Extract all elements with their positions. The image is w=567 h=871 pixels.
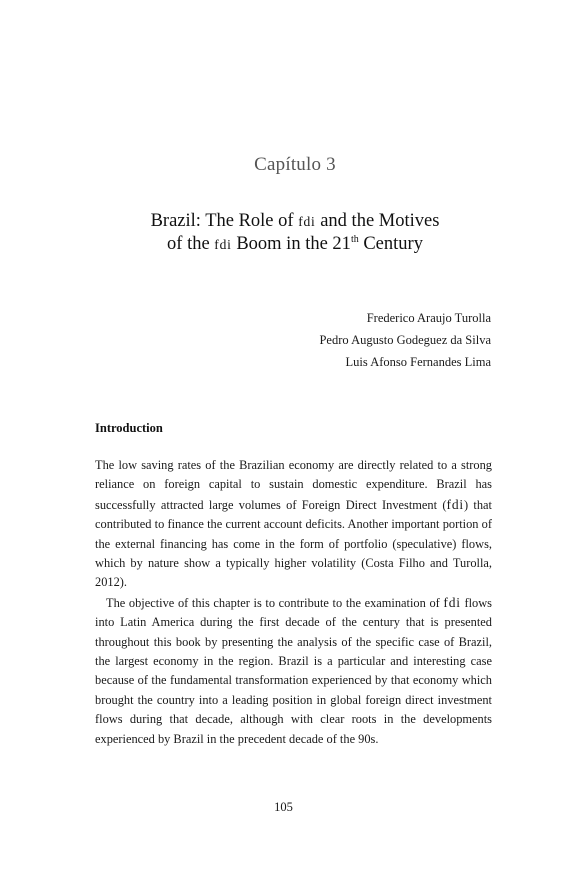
author-name: Luis Afonso Fernandes Lima [345,355,491,369]
title-superscript: th [350,233,359,245]
title-text: of the [167,234,215,254]
chapter-title-line-2 [0,233,567,256]
author-name: Pedro Augusto Godeguez da Silva [319,333,491,347]
acronym: fdi [443,594,461,610]
paragraph-text: The low saving rates of the Brazilian economy are directly related to a strong reliance on foreign capital to sustain domestic expenditure. Brazil has successfully attracted large volumes of Foreign Direct Investment ( [95,458,492,512]
title-text: Brazil: The Role of [150,211,299,231]
author-name: Frederico Araujo Turolla [366,311,491,325]
section-heading: Introduction [95,421,163,435]
chapter-title [0,210,567,256]
paragraph [95,593,492,749]
title-acronym: fdi [214,237,232,252]
page-number: 105 [274,800,293,814]
author-list [319,307,491,373]
title-text: Boom in the 21 [231,234,351,254]
title-text: and the Motives [315,211,440,231]
chapter-title-line-1 [0,210,567,233]
paragraph-text: ) that contributed to finance the current account deficits. Another important portion of the external financing has come in the form of portfolio (speculative) flows, which by nature show a typically higher volatility (Costa Filho and Turolla, 2012). [95,497,492,590]
title-acronym: fdi [298,214,316,229]
title-text: Century [358,234,423,254]
acronym: fdi [446,496,464,512]
paragraph-text: flows into Latin America during the first decade of the century that is presented throughout this book by presenting the analysis of the specific case of Brazil, the largest economy in the region. Brazil is a particular and interesting case because of the fundamental transformation experienced by that economy which brought the country into a leading position in global foreign direct investment flows during that decade, although with clear roots in the developments experienced by Brazil in the precedent decade of the 90s. [95,595,492,746]
paragraph-text: The objective of this chapter is to contribute to the examination of [106,595,444,610]
body-text [95,456,492,749]
chapter-label: Capítulo 3 [254,154,336,175]
paragraph [95,456,492,593]
